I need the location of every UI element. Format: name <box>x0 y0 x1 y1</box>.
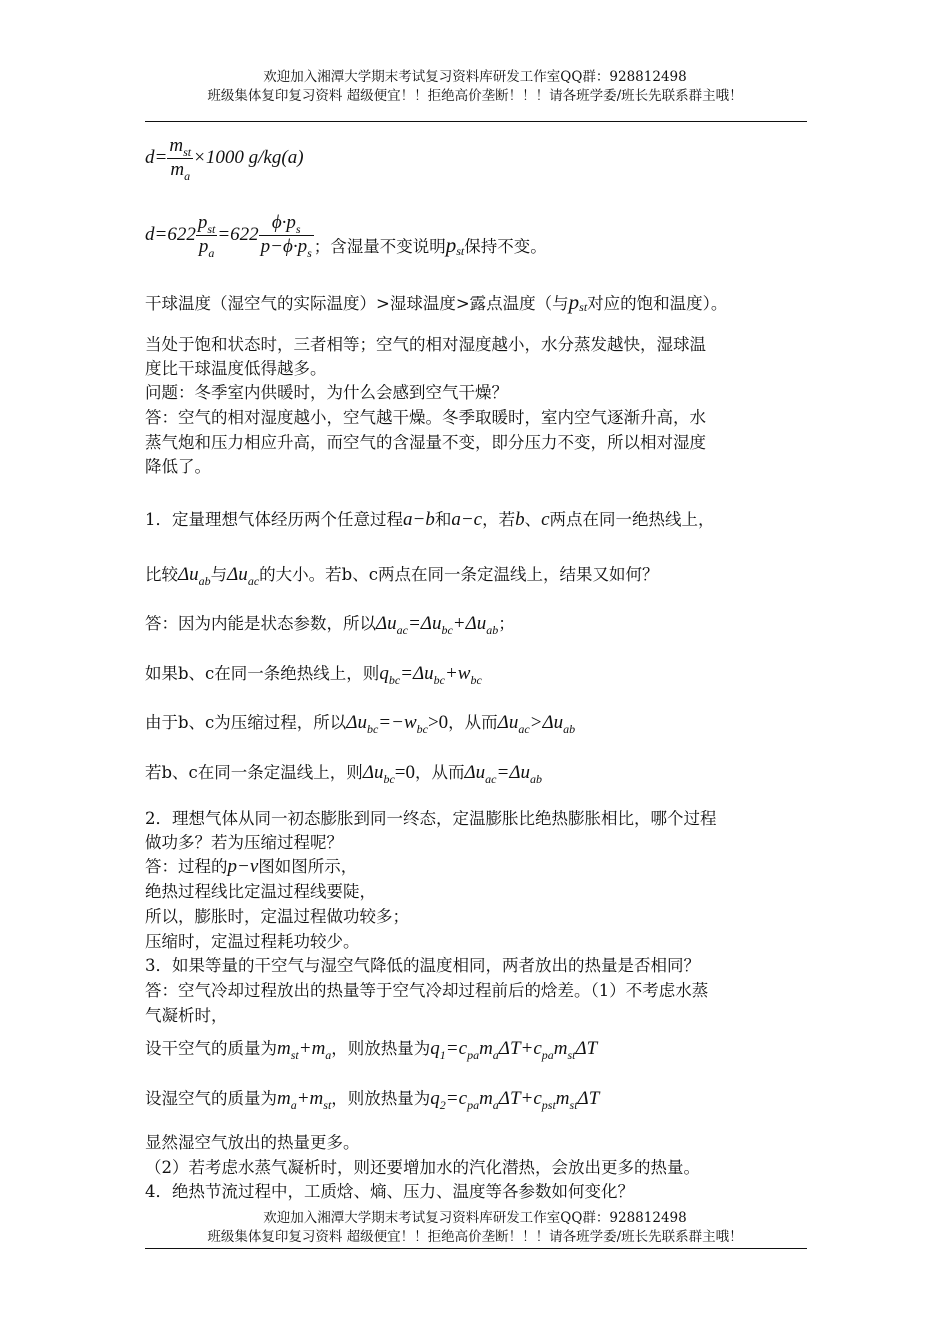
q2-answer-line: 所以，膨胀时，定温过程做功较多； <box>145 907 409 926</box>
footer-line-1: 欢迎加入湘潭大学期末考试复习资料库研发工作室QQ群：928812498 <box>263 1210 687 1226</box>
eq3-bc-2: bc <box>416 722 428 736</box>
q1-answer-2 <box>145 662 482 687</box>
q1-line-1 <box>145 508 715 532</box>
eq2-bc-2: bc <box>433 673 445 687</box>
q1-ans4: 若b、c在同一条定温线上，则 <box>145 763 363 782</box>
q1-t5: 的大小。若b、c两点在同一条定温线上，结果又如何？ <box>259 565 659 584</box>
q1-t1: 1．定量理想气体经历两个任意过程 <box>145 510 403 529</box>
q1-ans2: 如果b、c在同一条绝热线上，则 <box>145 664 380 683</box>
eq4-ab: ab <box>529 772 542 786</box>
formula2-note-pre: ；含湿量不变说明 <box>313 237 446 256</box>
formula-humidity-ratio-pressure <box>145 212 547 259</box>
q1-with: 与 <box>210 565 228 584</box>
eq3-gt0: >0 <box>427 712 449 733</box>
frac-den-sub: a <box>184 169 191 183</box>
q3f2-pa: pa <box>467 1098 480 1112</box>
q3f1-mid: ，则放热量为 <box>331 1039 431 1058</box>
frac-num-sub: st <box>183 145 192 159</box>
eq4-zero: =0 <box>394 762 416 783</box>
q3-line: 气凝析时， <box>145 1006 228 1025</box>
footer-rule <box>145 1248 807 1249</box>
eq4-du-2: Δu <box>464 762 486 783</box>
para-line: 降低了。 <box>145 457 211 476</box>
pressure-fraction-2 <box>259 212 314 259</box>
q1-answer-3 <box>145 711 575 736</box>
q1-t2: ，若 <box>482 510 516 529</box>
eq2-mid: =Δu <box>400 663 434 684</box>
q2-line: 2．理想气体从同一初态膨胀到同一终态，定温膨胀比绝热膨胀相比，哪个过程 <box>145 809 717 828</box>
q3f1-pa: pa <box>467 1048 480 1062</box>
frac-num: m <box>169 135 184 156</box>
q1-ac: a−c <box>451 509 483 530</box>
eq1-du: Δu <box>376 613 397 634</box>
q3f2-a: a <box>290 1098 297 1112</box>
temp-pre: 干球温度（湿空气的实际温度）>湿球温度>露点温度（与 <box>145 294 569 313</box>
eq1-mid: =Δu <box>407 613 442 634</box>
q1-t3: 两点在同一绝热线上， <box>549 510 715 529</box>
formula-humidity-ratio-mass <box>145 135 304 182</box>
mass-fraction <box>167 135 193 182</box>
q3f2-st: st <box>323 1098 332 1112</box>
para-line: 问题：冬季室内供暖时，为什么会感到空气干燥？ <box>145 383 508 402</box>
q3f2-m2: m <box>479 1088 493 1109</box>
q3f2-two: 2 <box>439 1098 446 1112</box>
q1-ans1: 答：因为内能是状态参数，所以 <box>145 614 376 633</box>
eq2-rest: +w <box>444 663 471 684</box>
eq3-gt: >Δu <box>529 712 564 733</box>
para-line: 答：空气的相对湿度越小，空气越干燥。冬季取暖时，室内空气逐渐升高，水 <box>145 408 706 427</box>
eq3-ab: ab <box>563 722 576 736</box>
para-line: 蒸气炮和压力相应升高，而空气的含湿量不变，即分压力不变，所以相对湿度 <box>145 433 706 452</box>
q3f2-plus-c: +c <box>520 1088 542 1109</box>
q1-c: c <box>541 509 550 530</box>
q1-ac-sub: ac <box>247 574 260 588</box>
temp-var: p <box>568 290 580 314</box>
q1-du-2: Δu <box>227 564 248 585</box>
q2-ans-post: 图如图所示， <box>258 857 358 876</box>
formula2-note-sub: st <box>456 244 465 258</box>
f1-num: p <box>197 212 208 233</box>
q3-formula-wet <box>145 1087 599 1112</box>
q3f2-m3: m <box>555 1088 570 1109</box>
f2-den-sub: s <box>307 246 312 260</box>
q3f2-dT2: ΔT <box>577 1088 600 1109</box>
temperature-comparison <box>145 290 727 317</box>
q3f2-st2: st <box>569 1098 578 1112</box>
header-rule <box>145 121 807 122</box>
eq3-then: ，从而 <box>448 713 498 732</box>
q2-answer-line: 压缩时，定温过程耗功较少。 <box>145 932 360 951</box>
q3f1-q: q <box>430 1038 440 1059</box>
closing-line: 显然湿空气放出的热量更多。 <box>145 1133 360 1152</box>
formula2-lhs: d=622 <box>145 224 196 245</box>
q2-line: 做功多？若为压缩过程呢？ <box>145 833 343 852</box>
q1-sep: 、 <box>524 510 542 529</box>
header-line-1: 欢迎加入湘潭大学期末考试复习资料库研发工作室QQ群：928812498 <box>263 69 687 85</box>
q3f2-q: q <box>430 1088 440 1109</box>
eq1-ac: ac <box>396 623 408 637</box>
q3f1-dT: ΔT <box>498 1038 521 1059</box>
temp-post: 对应的饱和温度）。 <box>587 294 728 313</box>
q3f1-one: 1 <box>439 1048 446 1062</box>
q3f1-eq-c: =c <box>445 1038 468 1059</box>
eq2-bc: bc <box>388 673 401 687</box>
q1-ab: a−b <box>403 509 435 530</box>
q3f1-st: st <box>290 1048 299 1062</box>
formula-lhs: d= <box>145 147 168 168</box>
eq1-bc: bc <box>441 623 453 637</box>
q3f1-pa2: pa <box>541 1048 554 1062</box>
q3f2-dT: ΔT <box>498 1088 521 1109</box>
eq4-then: ，从而 <box>415 763 465 782</box>
eq3-ac: ac <box>518 722 530 736</box>
q3f1-m2: m <box>479 1038 493 1059</box>
eq4-du: Δu <box>362 762 384 783</box>
formula2-mid: =622 <box>217 224 259 245</box>
eq2-bc-3: bc <box>470 673 482 687</box>
q3f2-eq-c: =c <box>445 1088 468 1109</box>
q3f2-pre: 设湿空气的质量为 <box>145 1089 277 1108</box>
temp-sub: st <box>579 300 588 314</box>
eq1-plus: +Δu <box>452 613 487 634</box>
eq3-bc: bc <box>366 722 379 736</box>
q1-du: Δu <box>178 564 199 585</box>
q1-answer-4 <box>145 761 542 786</box>
q2-pv: p−v <box>227 856 259 877</box>
q1-answer-1 <box>145 612 515 637</box>
q3f2-pst: pst <box>541 1098 556 1112</box>
f2-num-sub: s <box>295 222 301 236</box>
q3f2-plus-m: +m <box>296 1088 324 1109</box>
eq4-ac: ac <box>485 772 497 786</box>
footer-line-2: 班级集体复印复习资料 超级便宜！！拒绝高价垄断！！！请各班学委/班长先联系群主哦！ <box>207 1229 743 1245</box>
q2-answer-line <box>145 855 357 879</box>
q3f1-a: a <box>325 1048 332 1062</box>
q1-line-2 <box>145 563 658 588</box>
q3f2-mid: ，则放热量为 <box>331 1089 431 1108</box>
q1-ans3: 由于b、c为压缩过程，所以 <box>145 713 347 732</box>
q3-line: 答：空气冷却过程放出的热量等于空气冷却过程前后的焓差。（1）不考虑水蒸 <box>145 981 709 1000</box>
page-footer <box>0 1209 950 1247</box>
q3f1-pre: 设干空气的质量为 <box>145 1039 277 1058</box>
f2-num: ϕ·p <box>271 212 296 233</box>
eq4-eq: =Δu <box>496 762 530 783</box>
page-header <box>0 68 950 106</box>
para-line: 度比干球温度低得越多。 <box>145 359 327 378</box>
q1-b: b <box>515 509 525 530</box>
eq3-du-2: Δu <box>497 712 519 733</box>
q3f1-m3: m <box>553 1038 568 1059</box>
eq3-mid: =−w <box>378 712 417 733</box>
header-line-2: 班级集体复印复习资料 超级便宜！！拒绝高价垄断！！！请各班学委/班长先联系群主哦！ <box>207 88 743 104</box>
frac-den: m <box>170 159 185 180</box>
q3f1-st2: st <box>567 1048 576 1062</box>
q3f1-dT2: ΔT <box>575 1038 598 1059</box>
q2-ans-pre: 答：过程的 <box>145 857 228 876</box>
q3f1-m: m <box>277 1038 291 1059</box>
q3-line: 3．如果等量的干空气与湿空气降低的温度相同，两者放出的热量是否相同？ <box>145 956 700 975</box>
q3f2-a2: a <box>492 1098 499 1112</box>
q3f1-plus-c: +c <box>520 1038 542 1059</box>
q3f2-m: m <box>277 1088 291 1109</box>
f2-den: p−ϕ·p <box>260 236 308 257</box>
q3f1-plus-m: +m <box>298 1038 326 1059</box>
f1-den-sub: a <box>208 246 215 260</box>
q2-answer-line: 绝热过程线比定温过程线要陡， <box>145 882 376 901</box>
eq4-bc: bc <box>383 772 395 786</box>
eq3-du: Δu <box>346 712 367 733</box>
q3f1-a2: a <box>492 1048 499 1062</box>
f1-den: p <box>198 236 209 257</box>
eq1-semi: ； <box>498 614 515 633</box>
para-line: 当处于饱和状态时，三者相等；空气的相对湿度越小，水分蒸发越快，湿球温 <box>145 335 706 354</box>
q1-ab-sub: ab <box>198 574 211 588</box>
eq1-ab: ab <box>486 623 499 637</box>
closing-line: （2）若考虑水蒸气凝析时，则还要增加水的汽化潜热，会放出更多的热量。 <box>145 1158 700 1177</box>
q1-t4: 比较 <box>145 565 178 584</box>
formula-rhs: ×1000 g/kg(a) <box>193 147 304 168</box>
formula2-note-var: p <box>445 233 457 257</box>
q1-and: 和 <box>434 510 452 529</box>
q3-formula-dry <box>145 1037 597 1062</box>
formula2-note-post: 保持不变。 <box>464 237 547 256</box>
closing-line: 4．绝热节流过程中，工质焓、熵、压力、温度等各参数如何变化？ <box>145 1182 634 1201</box>
f1-num-sub: st <box>207 222 216 236</box>
pressure-fraction-1 <box>196 212 218 259</box>
eq2-q: q <box>379 663 389 684</box>
